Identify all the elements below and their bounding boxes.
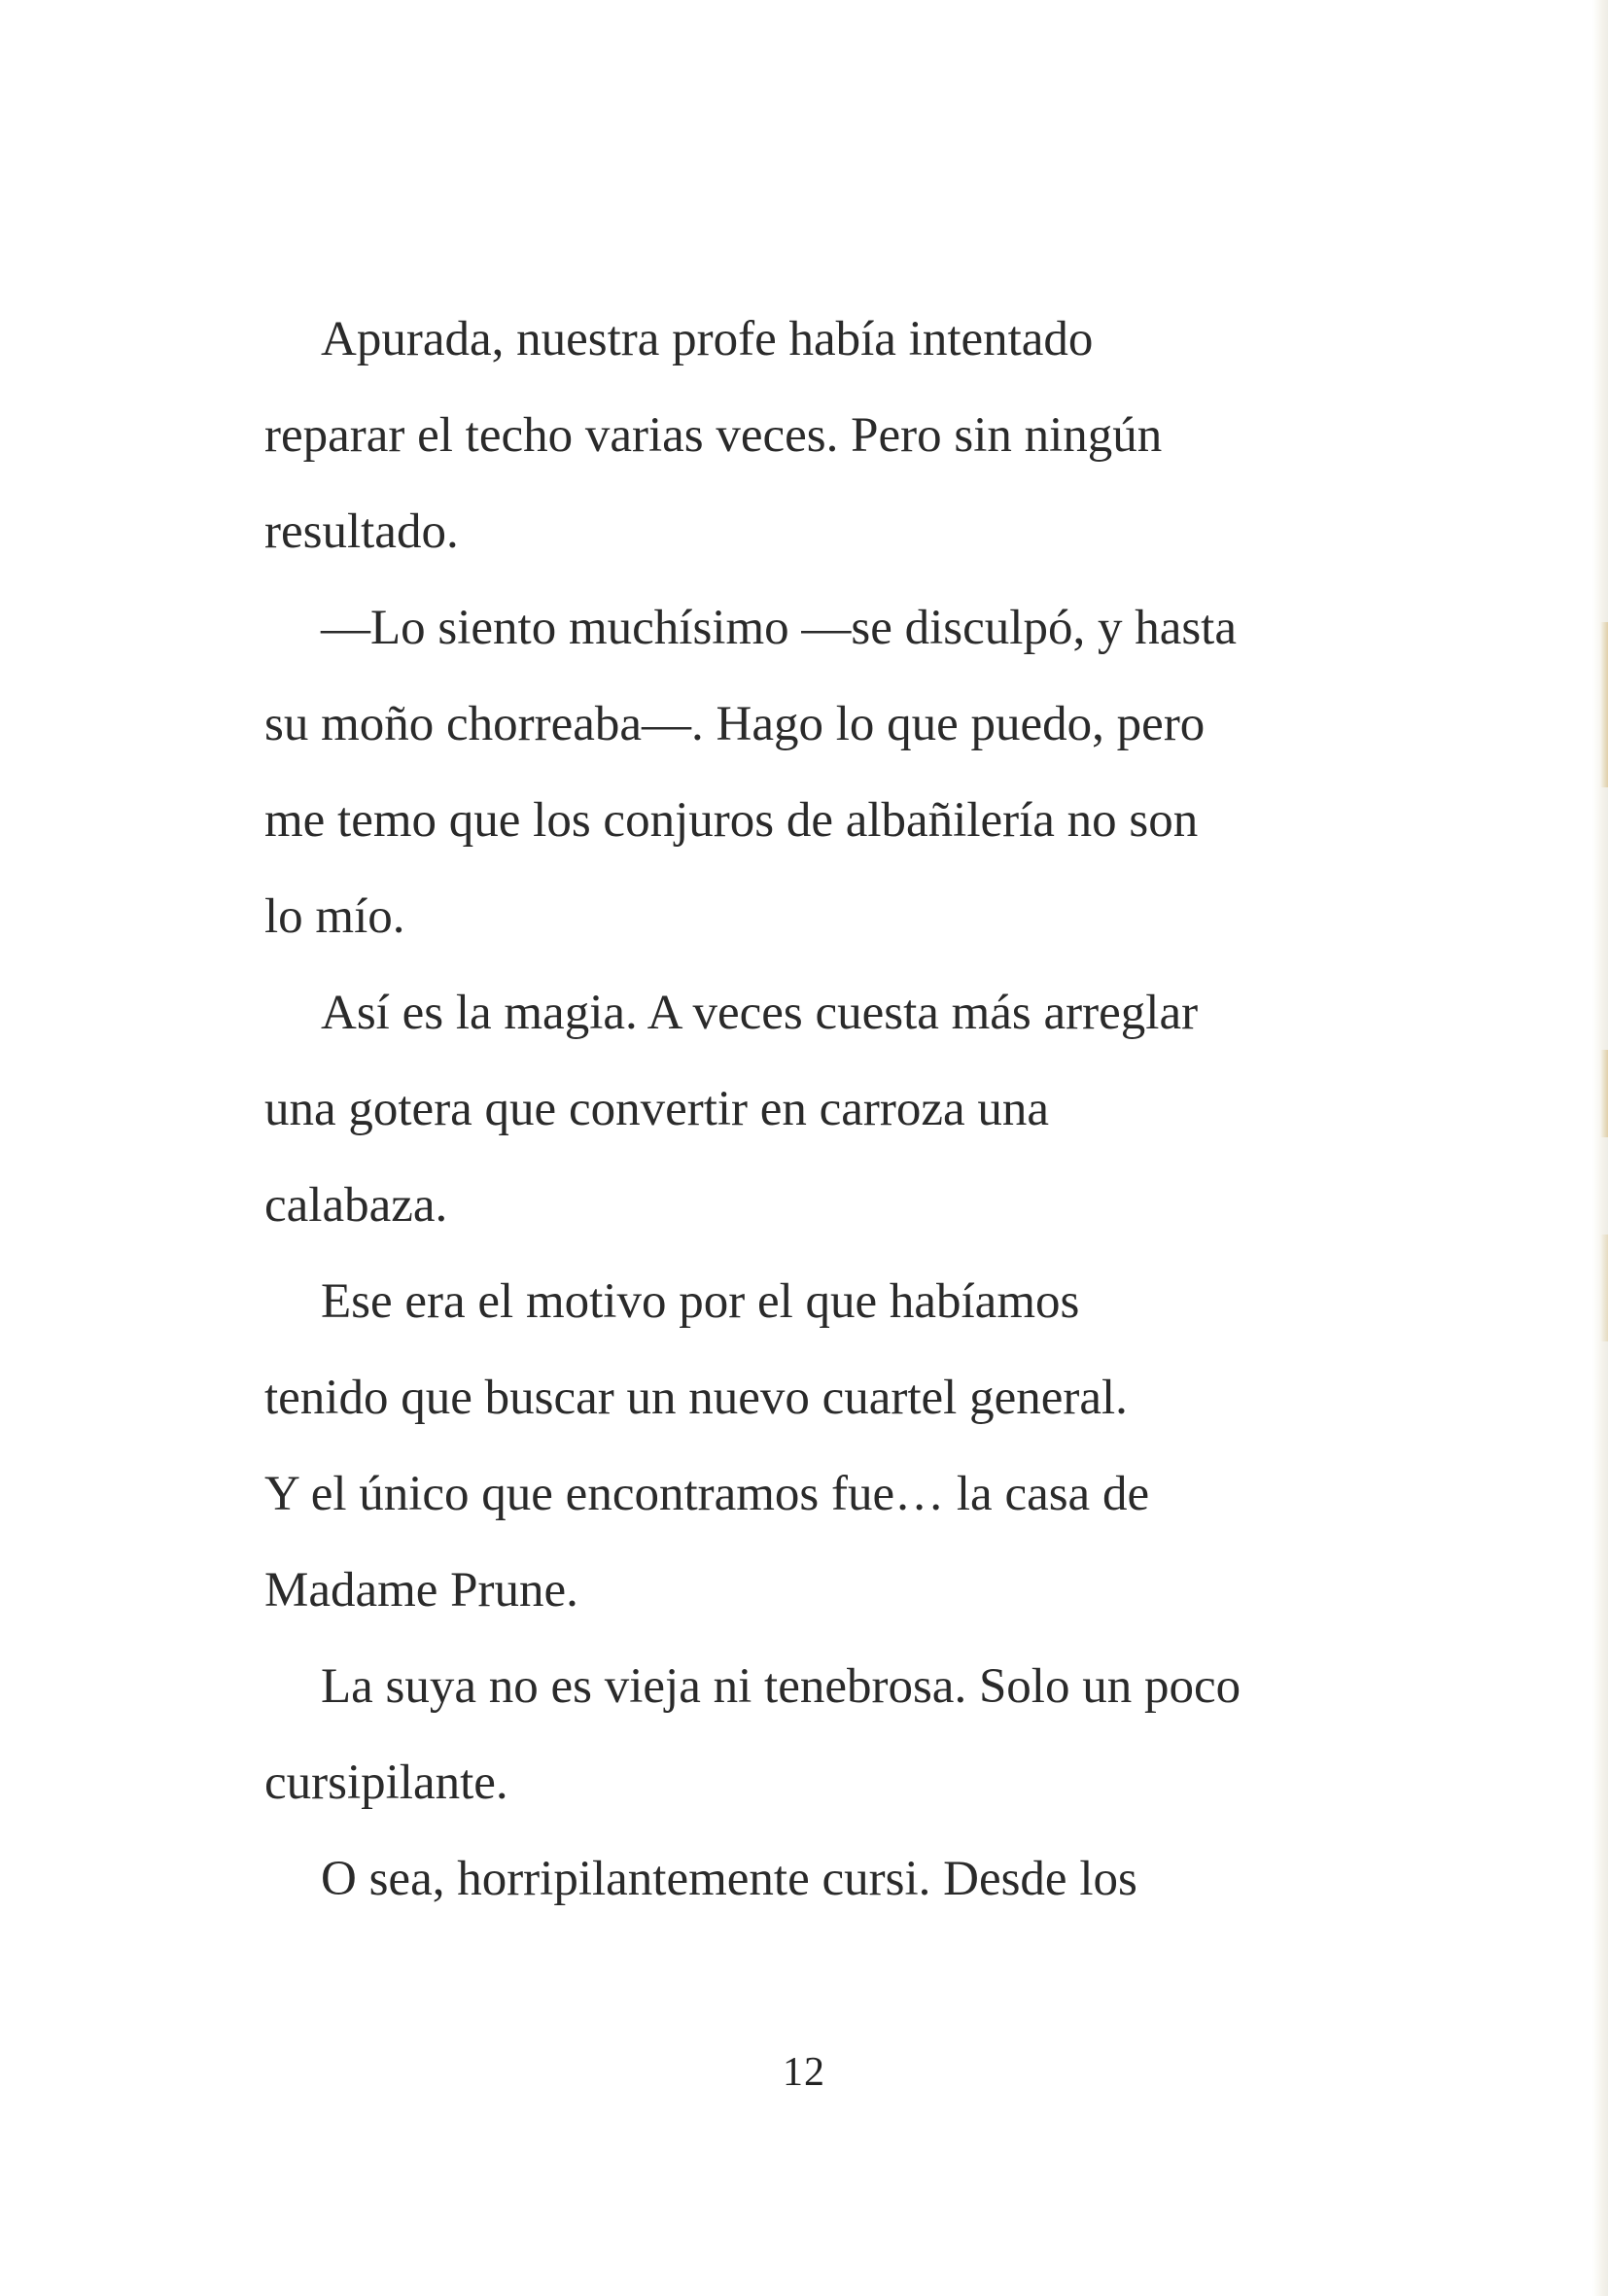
- text-line: lo mío.: [264, 889, 405, 944]
- text-line: reparar el techo varias veces. Pero sin ningún: [264, 408, 1163, 463]
- text-line: Así es la magia. A veces cuesta más arreglar: [321, 986, 1199, 1040]
- text-line: O sea, horripilantemente cursi. Desde los: [321, 1852, 1137, 1906]
- text-line: Y el único que encontramos fue… la casa de: [264, 1467, 1150, 1521]
- text-line: cursipilante.: [264, 1756, 508, 1810]
- text-line: calabaza.: [264, 1178, 448, 1233]
- page-edge-stain: [1600, 622, 1608, 787]
- text-line: Apurada, nuestra profe había intentado: [321, 312, 1094, 366]
- text-line: Madame Prune.: [264, 1563, 578, 1618]
- text-line: La suya no es vieja ni tenebrosa. Solo un poco: [321, 1659, 1241, 1714]
- body-text: [264, 292, 1363, 1928]
- text-line: tenido que buscar un nuevo cuartel general.: [264, 1371, 1128, 1425]
- text-line: —Lo siento muchísimo —se disculpó, y hasta: [321, 601, 1237, 655]
- page-edge-shadow: [1592, 0, 1608, 2296]
- text-line: una gotera que convertir en carroza una: [264, 1082, 1050, 1136]
- text-line: resultado.: [264, 504, 459, 559]
- page-edge-stain: [1600, 1235, 1608, 1341]
- text-line: me temo que los conjuros de albañilería no son: [264, 793, 1199, 848]
- page-number: 12: [783, 2050, 825, 2095]
- text-line: Ese era el motivo por el que habíamos: [321, 1274, 1080, 1329]
- page-edge-stain: [1600, 1050, 1608, 1137]
- text-line: su moño chorreaba—. Hago lo que puedo, pero: [264, 697, 1206, 751]
